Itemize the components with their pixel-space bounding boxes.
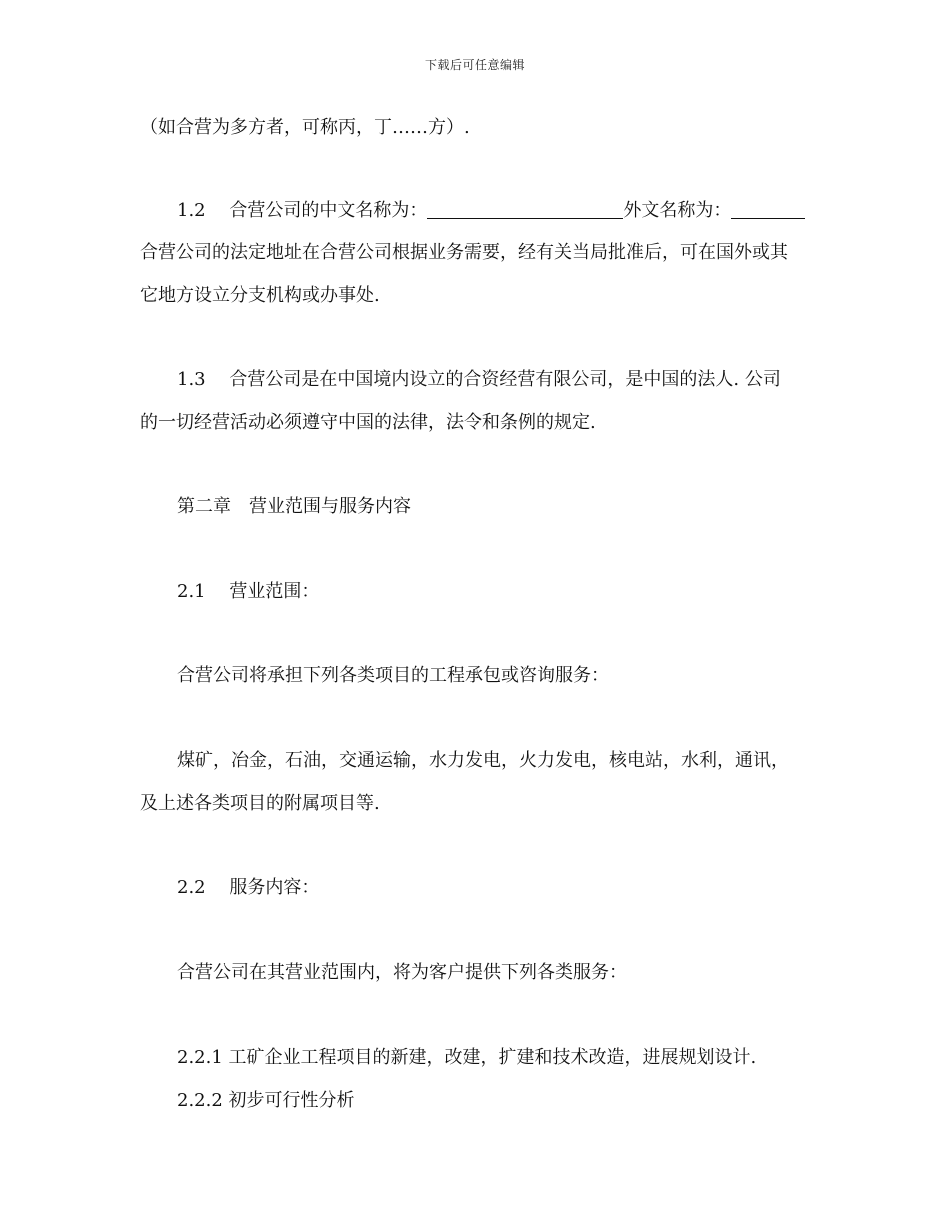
section-2-2-number: 2.2: [177, 877, 206, 898]
foreign-name-label: 外文名称为：: [623, 200, 732, 221]
section-2-1-title: 营业范围：: [229, 581, 320, 602]
page-header: 下载后可任意编辑: [424, 58, 525, 72]
foreign-name-blank: [731, 200, 805, 219]
section-1-3-number: 1.3: [177, 369, 206, 390]
section-1-2-number: 1.2: [177, 200, 206, 221]
section-2-2-heading: [177, 876, 817, 900]
section-2-2-title: 服务内容：: [229, 877, 320, 898]
section-2-2-2: 2.2.2 初步可行性分析: [177, 1090, 355, 1111]
section-1-2-line-1: [177, 199, 817, 223]
section-1-2-line-2: 合营公司的法定地址在合营公司根据业务需要，经有关当局批准后，可在国外或其: [140, 242, 788, 263]
section-1-3-line-1: [177, 368, 817, 392]
section-2-2-intro: 合营公司在其营业范围内，将为客户提供下列各类服务：: [177, 962, 627, 983]
chinese-name-blank: [427, 200, 623, 219]
section-2-1-intro: 合营公司将承担下列各类项目的工程承包或咨询服务：: [177, 665, 609, 686]
section-2-1-number: 2.1: [177, 581, 206, 602]
section-2-1-list-line-2: 及上述各类项目的附属项目等.: [140, 793, 380, 814]
section-1-2-line-3: 它地方设立分支机构或办事处.: [140, 285, 380, 306]
chinese-name-label: 合营公司的中文名称为：: [229, 200, 428, 221]
section-1-3-text: 合营公司是在中国境内设立的合资经营有限公司，是中国的法人. 公司: [229, 369, 781, 390]
parties-note: （如合营为多方者，可称丙，丁……方）.: [140, 117, 470, 138]
section-2-2-1: 2.2.1 工矿企业工程项目的新建，改建，扩建和技术改造，进展规划设计.: [177, 1047, 757, 1068]
section-1-3-line-2: 的一切经营活动必须遵守中国的法律，法令和条例的规定.: [140, 412, 596, 433]
chapter-2-title: 第二章 营业范围与服务内容: [177, 496, 411, 517]
section-2-1-heading: [177, 580, 817, 604]
section-2-1-list-line-1: 煤矿，冶金，石油，交通运输，水力发电，火力发电，核电站，水利，通讯，: [177, 750, 789, 771]
